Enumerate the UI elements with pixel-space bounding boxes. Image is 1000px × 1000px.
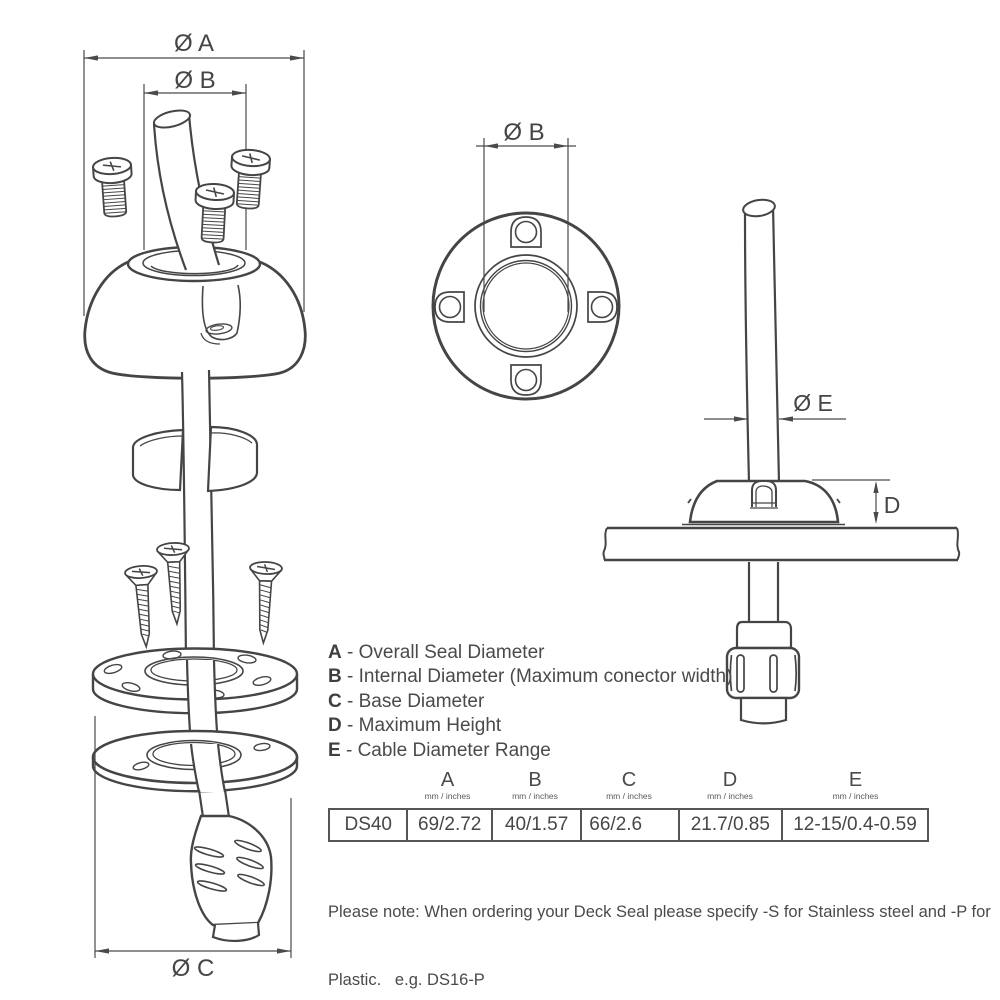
cell-value-c: 66/2.6 [580,810,677,840]
cell-value-b: 40/1.57 [491,810,580,840]
legend-item-e: E - Cable Diameter Range [328,739,551,761]
legend-letter: C [328,690,342,712]
legend-text: Maximum Height [358,715,502,737]
legend-text: Base Diameter [358,690,485,712]
legend-letter: A [328,642,342,663]
legend-item-b: B - Internal Diameter (Maximum conector width) [328,666,733,688]
cell-model: DS40 [344,814,392,835]
legend-item-c: C - Base Diameter [328,690,485,712]
cell-value-a: 69/2.72 [406,810,490,840]
legend-text: Internal Diameter (Maximum conector width) [358,666,733,688]
connector-plug [741,698,786,723]
header-model-spacer [328,769,405,801]
column-unit: mm / inches [424,791,471,801]
cell-value-d: 21.7/0.85 [678,810,781,840]
dim-label-cable: Ø E [793,390,833,416]
legend-text: Cable Diameter Range [357,739,551,761]
legend-item-a: A - Overall Seal Diameter [328,642,545,663]
tap-screw-right [247,561,282,643]
column-unit: mm / inches [707,791,753,801]
side-cable-upper [742,198,779,483]
header-col-b [490,769,580,801]
legend-letter: B [328,666,342,688]
deck-plank [603,528,959,560]
connector-collar [737,622,791,648]
column-letter: B [528,769,542,791]
column-letter: D [722,769,738,791]
dim-label-base: Ø C [171,955,215,982]
side-cable-lower [749,562,778,623]
legend-letter: D [328,715,342,737]
dim-label-overall: Ø A [173,30,215,57]
header-col-d [678,769,782,801]
note-line-1: Please note: When ordering your Deck Seal please specify -S for Stainless steel and -P for [328,903,991,921]
top-view-flange [433,213,619,399]
column-unit: mm / inches [606,791,652,801]
cable-middle [182,370,214,662]
note-line-2: Plastic. e.g. DS16-P [328,970,485,989]
spec-table-header [328,769,929,801]
dim-label-internal: Ø B [174,67,216,94]
cable-connector [191,790,272,941]
pan-screw-left [92,157,134,218]
legend-text: Overall Seal Diameter [358,642,545,663]
dim-label-height: D [883,492,901,518]
side-connector [727,622,799,723]
side-seal-dome [682,481,845,525]
header-col-a [405,769,490,801]
cell-value-e: 12-15/0.4-0.59 [781,810,927,840]
order-note [328,856,991,1000]
dimension-legend [328,641,732,763]
spec-table [328,769,929,842]
column-unit: mm / inches [832,791,879,801]
column-letter: E [848,769,863,791]
legend-item-d: D - Maximum Height [328,715,502,737]
top-view [433,119,619,399]
column-unit: mm / inches [512,791,558,801]
exploded-view [84,30,305,982]
seal-dome [85,262,306,378]
legend-letter: E [328,739,341,761]
column-letter: C [621,769,637,791]
pan-screw-right [229,149,271,210]
spec-table-row [328,808,929,842]
header-col-e [782,769,929,801]
dim-label-internal-top: Ø B [503,119,545,146]
column-letter: A [440,769,455,791]
header-col-c [580,769,678,801]
tap-screw-left [125,565,163,648]
